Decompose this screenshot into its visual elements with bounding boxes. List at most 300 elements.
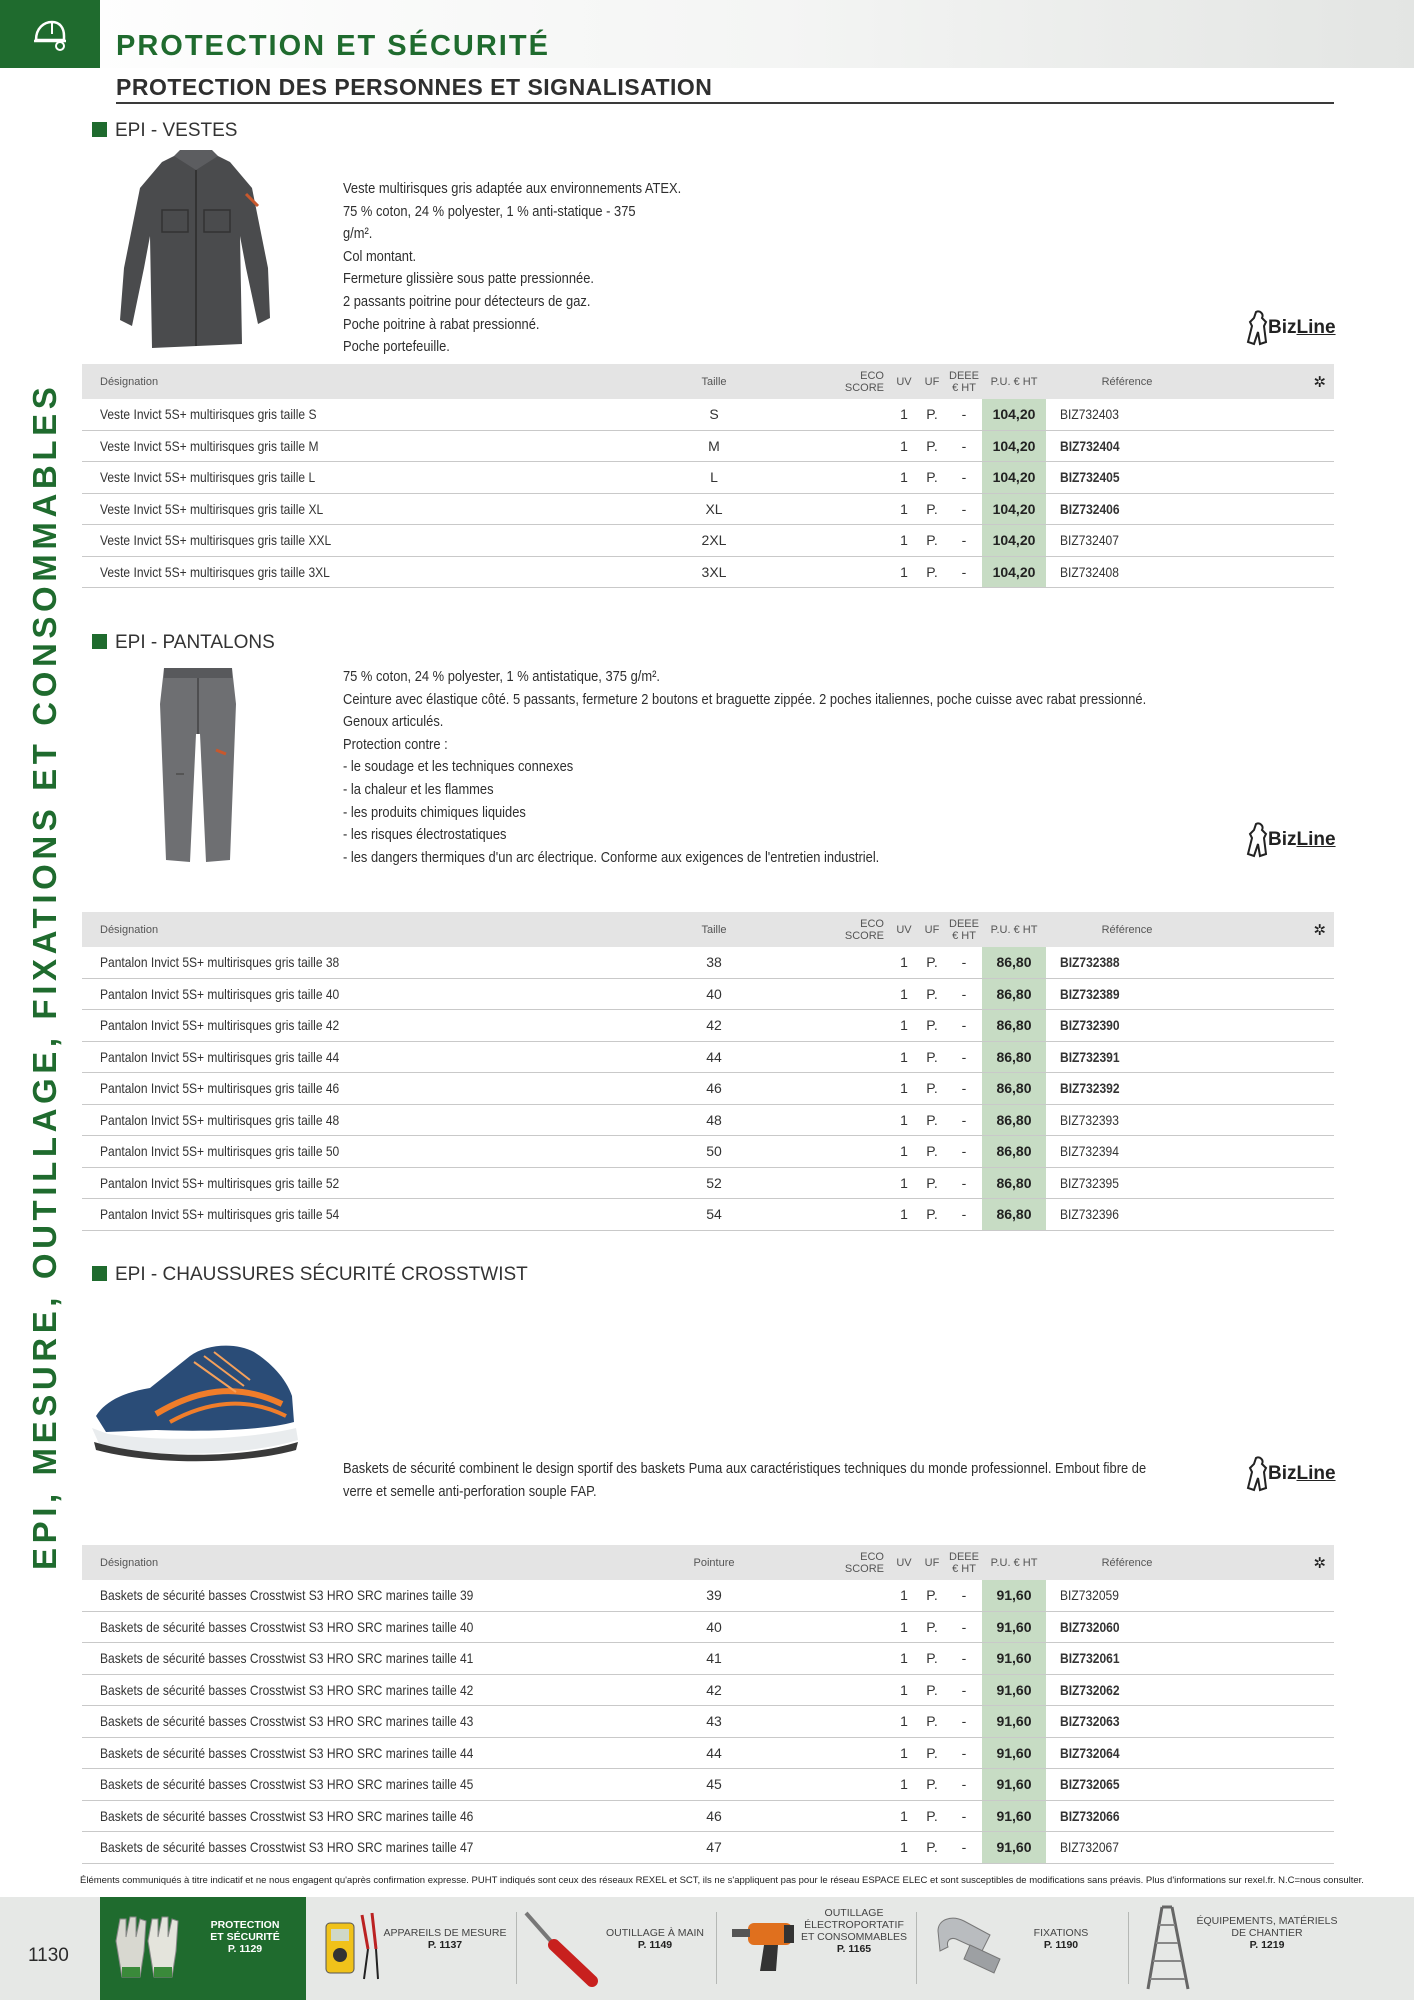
cell-deee: - <box>946 1167 982 1199</box>
cell-designation: Pantalon Invict 5S+ multirisques gris taille 44 <box>82 1041 630 1073</box>
cell-size: 42 <box>630 1674 798 1706</box>
cell-price: 91,60 <box>982 1611 1046 1643</box>
col-reference: Référence <box>1046 1545 1208 1580</box>
cell-uv: 1 <box>890 430 918 462</box>
col-deee: DEEE € HT <box>946 912 982 947</box>
cell-designation: Pantalon Invict 5S+ multirisques gris taille 54 <box>82 1199 630 1231</box>
cell-designation: Pantalon Invict 5S+ multirisques gris taille 48 <box>82 1104 630 1136</box>
cell-deee: - <box>946 1611 982 1643</box>
cell-price: 91,60 <box>982 1580 1046 1611</box>
cell-deee: - <box>946 1073 982 1105</box>
cell-price: 86,80 <box>982 1073 1046 1105</box>
col-designation: Désignation <box>82 1545 630 1580</box>
vestes-section-title: EPI - VESTES <box>92 120 237 142</box>
cell-eco-score <box>798 1136 890 1168</box>
col-reference: Référence <box>1046 912 1208 947</box>
table-header-row <box>82 912 1334 947</box>
col-eco-score: ECO SCORE <box>798 1545 890 1580</box>
cell-eco-score <box>798 1104 890 1136</box>
cell-uf: P. <box>918 1769 946 1801</box>
chaussures-rows <box>82 1580 1334 1863</box>
col-uv: UV <box>890 912 918 947</box>
col-eco-score: ECO SCORE <box>798 912 890 947</box>
cell-reference: BIZ732408 <box>1046 556 1208 588</box>
table-row <box>82 978 1334 1010</box>
table-row <box>82 1706 1334 1738</box>
table-row <box>82 1611 1334 1643</box>
cell-uv: 1 <box>890 1104 918 1136</box>
cell-reference: BIZ732391 <box>1046 1041 1208 1073</box>
col-price: P.U. € HT <box>982 364 1046 399</box>
cell-empty <box>1208 1769 1334 1801</box>
cell-size: 44 <box>630 1041 798 1073</box>
cell-price: 86,80 <box>982 947 1046 978</box>
cell-size: 48 <box>630 1104 798 1136</box>
cell-deee: - <box>946 399 982 430</box>
cell-reference: BIZ732396 <box>1046 1199 1208 1231</box>
cell-deee: - <box>946 462 982 494</box>
cell-uf: P. <box>918 493 946 525</box>
cell-deee: - <box>946 430 982 462</box>
cell-uf: P. <box>918 947 946 978</box>
col-deee: DEEE € HT <box>946 1545 982 1580</box>
cell-size: 3XL <box>630 556 798 588</box>
cell-uv: 1 <box>890 525 918 557</box>
cell-eco-score <box>798 430 890 462</box>
cell-deee: - <box>946 1104 982 1136</box>
cell-reference: BIZ732403 <box>1046 399 1208 430</box>
bizline-logo: BizLine <box>1246 308 1336 348</box>
cell-eco-score <box>798 1041 890 1073</box>
cell-uv: 1 <box>890 1199 918 1231</box>
cell-uf: P. <box>918 462 946 494</box>
table-row <box>82 1199 1334 1231</box>
cell-reference: BIZ732406 <box>1046 493 1208 525</box>
cell-price: 86,80 <box>982 1041 1046 1073</box>
cell-size: 54 <box>630 1199 798 1231</box>
cell-uv: 1 <box>890 399 918 430</box>
cell-deee: - <box>946 1643 982 1675</box>
cell-eco-score <box>798 399 890 430</box>
section-square-icon <box>92 1266 107 1281</box>
bizline-mascot-icon <box>1246 1454 1270 1494</box>
cell-price: 91,60 <box>982 1737 1046 1769</box>
table-row <box>82 947 1334 978</box>
cell-deee: - <box>946 556 982 588</box>
footer-separator <box>716 1912 717 1984</box>
col-eco-score: ECO SCORE <box>798 364 890 399</box>
subtitle-rule <box>116 102 1334 104</box>
cell-uf: P. <box>918 399 946 430</box>
cell-size: XL <box>630 493 798 525</box>
cell-reference: BIZ732407 <box>1046 525 1208 557</box>
cell-price: 86,80 <box>982 1010 1046 1042</box>
trousers-image <box>156 664 240 868</box>
cell-eco-score <box>798 1167 890 1199</box>
cell-empty <box>1208 430 1334 462</box>
cell-price: 91,60 <box>982 1800 1046 1832</box>
cell-uf: P. <box>918 1611 946 1643</box>
cell-reference: BIZ732389 <box>1046 978 1208 1010</box>
cell-uv: 1 <box>890 462 918 494</box>
cell-eco-score <box>798 1611 890 1643</box>
cell-price: 104,20 <box>982 525 1046 557</box>
cell-size: S <box>630 399 798 430</box>
cell-reference: BIZ732063 <box>1046 1706 1208 1738</box>
cell-uf: P. <box>918 1041 946 1073</box>
cell-uf: P. <box>918 978 946 1010</box>
cell-price: 91,60 <box>982 1769 1046 1801</box>
cell-designation: Veste Invict 5S+ multirisques gris taille L <box>82 462 630 494</box>
pantalons-section-title: EPI - PANTALONS <box>92 632 275 654</box>
footer-link-outillage-electroportatif[interactable]: OUTILLAGE ÉLECTROPORTATIF ET CONSOMMABLES P. 1165 <box>718 1897 914 2000</box>
chaussures-description: Baskets de sécurité combinent le design sportif des baskets Puma aux caractéristiques techniques du monde professionnel. Embout fibre de verre et semelle anti-perforation souple FAP. <box>343 1460 1147 1500</box>
footer-separator <box>1128 1912 1129 1984</box>
cell-uv: 1 <box>890 1832 918 1864</box>
cell-price: 91,60 <box>982 1706 1046 1738</box>
ladder-icon <box>1144 1903 1194 1993</box>
cell-uf: P. <box>918 1706 946 1738</box>
cell-size: 42 <box>630 1010 798 1042</box>
table-row <box>82 1674 1334 1706</box>
cell-eco-score <box>798 1010 890 1042</box>
cell-size: 46 <box>630 1073 798 1105</box>
cell-designation: Pantalon Invict 5S+ multirisques gris taille 38 <box>82 947 630 978</box>
cell-uv: 1 <box>890 1706 918 1738</box>
cell-uf: P. <box>918 1073 946 1105</box>
col-taille: Taille <box>630 912 798 947</box>
vestes-description: Veste multirisques gris adaptée aux environnements ATEX. 75 % coton, 24 % polyester, 1 % anti-statique - 375 g/m². Col montant. Fermeture glissière sous patte pressionnée. 2 passants poitrine pour détecteurs de gaz. Poche poitrine à rabat pressionné. Poche portefeuille. <box>343 180 682 356</box>
cell-size: 52 <box>630 1167 798 1199</box>
gear-icon: ✲ <box>1313 921 1326 939</box>
cell-price: 86,80 <box>982 1199 1046 1231</box>
cell-deee: - <box>946 1136 982 1168</box>
cell-eco-score <box>798 493 890 525</box>
cell-deee: - <box>946 1674 982 1706</box>
cell-empty <box>1208 1674 1334 1706</box>
bizline-mascot-icon <box>1246 308 1270 348</box>
cell-price: 104,20 <box>982 430 1046 462</box>
col-uv: UV <box>890 1545 918 1580</box>
cell-eco-score <box>798 1643 890 1675</box>
cell-empty <box>1208 1706 1334 1738</box>
cell-size: 50 <box>630 1136 798 1168</box>
cell-uf: P. <box>918 1832 946 1864</box>
cell-uf: P. <box>918 1167 946 1199</box>
cell-designation: Pantalon Invict 5S+ multirisques gris taille 42 <box>82 1010 630 1042</box>
cell-designation: Baskets de sécurité basses Crosstwist S3 HRO SRC marines taille 45 <box>82 1769 630 1801</box>
table-row <box>82 462 1334 494</box>
cell-empty <box>1208 462 1334 494</box>
pantalons-rows <box>82 947 1334 1230</box>
section-square-icon <box>92 634 107 649</box>
cell-price: 86,80 <box>982 1104 1046 1136</box>
cell-uv: 1 <box>890 978 918 1010</box>
cell-price: 91,60 <box>982 1674 1046 1706</box>
cell-uf: P. <box>918 1643 946 1675</box>
table-row <box>82 1073 1334 1105</box>
cell-reference: BIZ732065 <box>1046 1769 1208 1801</box>
cell-deee: - <box>946 1706 982 1738</box>
cell-size: 47 <box>630 1832 798 1864</box>
table-row <box>82 1737 1334 1769</box>
cell-empty <box>1208 1832 1334 1864</box>
page-subtitle: PROTECTION DES PERSONNES ET SIGNALISATION <box>116 74 713 100</box>
cell-reference: BIZ732064 <box>1046 1737 1208 1769</box>
cell-designation: Baskets de sécurité basses Crosstwist S3 HRO SRC marines taille 43 <box>82 1706 630 1738</box>
col-uv: UV <box>890 364 918 399</box>
cell-size: 43 <box>630 1706 798 1738</box>
table-row <box>82 1580 1334 1611</box>
cell-reference: BIZ732393 <box>1046 1104 1208 1136</box>
cell-empty <box>1208 556 1334 588</box>
footer-link-equipements[interactable]: ÉQUIPEMENTS, MATÉRIELS DE CHANTIER P. 1219 <box>1130 1897 1350 2000</box>
table-row <box>82 1643 1334 1675</box>
cell-designation: Baskets de sécurité basses Crosstwist S3 HRO SRC marines taille 39 <box>82 1580 630 1611</box>
cell-deee: - <box>946 525 982 557</box>
cell-price: 86,80 <box>982 1167 1046 1199</box>
cell-price: 104,20 <box>982 556 1046 588</box>
footer-link-outillage-main[interactable]: OUTILLAGE À MAIN P. 1149 <box>518 1897 714 2000</box>
cell-uf: P. <box>918 1674 946 1706</box>
cell-eco-score <box>798 1832 890 1864</box>
cell-designation: Veste Invict 5S+ multirisques gris taille XL <box>82 493 630 525</box>
cell-deee: - <box>946 978 982 1010</box>
cell-eco-score <box>798 1674 890 1706</box>
cell-designation: Pantalon Invict 5S+ multirisques gris taille 50 <box>82 1136 630 1168</box>
cell-designation: Pantalon Invict 5S+ multirisques gris taille 52 <box>82 1167 630 1199</box>
cell-uf: P. <box>918 1136 946 1168</box>
cell-reference: BIZ732066 <box>1046 1800 1208 1832</box>
cell-eco-score <box>798 1073 890 1105</box>
cell-empty <box>1208 1611 1334 1643</box>
table-row <box>82 1010 1334 1042</box>
cell-reference: BIZ732404 <box>1046 430 1208 462</box>
cell-empty <box>1208 1136 1334 1168</box>
cell-eco-score <box>798 462 890 494</box>
cell-designation: Baskets de sécurité basses Crosstwist S3 HRO SRC marines taille 46 <box>82 1800 630 1832</box>
cell-deee: - <box>946 947 982 978</box>
table-row <box>82 1167 1334 1199</box>
clamp-icon <box>930 1911 1012 1981</box>
footer-link-appareils-mesure[interactable]: APPAREILS DE MESURE P. 1137 <box>318 1897 516 2000</box>
cell-price: 91,60 <box>982 1832 1046 1864</box>
cell-eco-score <box>798 1800 890 1832</box>
cell-empty <box>1208 493 1334 525</box>
table-row <box>82 1769 1334 1801</box>
cell-uv: 1 <box>890 1580 918 1611</box>
footer-separator <box>916 1912 917 1984</box>
cell-designation: Baskets de sécurité basses Crosstwist S3 HRO SRC marines taille 41 <box>82 1643 630 1675</box>
cell-designation: Baskets de sécurité basses Crosstwist S3 HRO SRC marines taille 47 <box>82 1832 630 1864</box>
cell-uf: P. <box>918 525 946 557</box>
cell-uv: 1 <box>890 1073 918 1105</box>
cell-deee: - <box>946 1041 982 1073</box>
cell-uv: 1 <box>890 1769 918 1801</box>
cell-designation: Veste Invict 5S+ multirisques gris taille M <box>82 430 630 462</box>
table-header-row <box>82 1545 1334 1580</box>
cell-size: 41 <box>630 1643 798 1675</box>
col-uf: UF <box>918 1545 946 1580</box>
cell-deee: - <box>946 1737 982 1769</box>
cell-uf: P. <box>918 1104 946 1136</box>
cell-size: 44 <box>630 1737 798 1769</box>
cell-uv: 1 <box>890 947 918 978</box>
cell-uv: 1 <box>890 1041 918 1073</box>
screwdriver-icon <box>520 1907 602 1987</box>
col-reference: Référence <box>1046 364 1208 399</box>
cell-empty <box>1208 1580 1334 1611</box>
cell-eco-score <box>798 978 890 1010</box>
cell-uv: 1 <box>890 1800 918 1832</box>
multimeter-icon <box>322 1909 382 1983</box>
cell-reference: BIZ732395 <box>1046 1167 1208 1199</box>
cell-empty <box>1208 1643 1334 1675</box>
cell-eco-score <box>798 1580 890 1611</box>
footnote: Éléments communiqués à titre indicatif et ne nous engagent qu'après confirmation expresse. PUHT indiqués sont ceux des réseaux REXEL et SCT, ils ne s'appliquent pas pour le réseau ESPACE ELEC et sont susceptibles de modifications sans préavis. Plus d'informations sur rexel.fr. N.C=nous consulter. <box>80 1875 1364 1886</box>
cell-price: 86,80 <box>982 1136 1046 1168</box>
cell-empty <box>1208 525 1334 557</box>
cell-size: 45 <box>630 1769 798 1801</box>
gloves-icon <box>110 1911 184 1983</box>
pantalons-description: 75 % coton, 24 % polyester, 1 % antistatique, 375 g/m². Ceinture avec élastique côté. 5 passants, fermeture 2 boutons et braguette zippée. 2 poches italiennes, poche cuisse avec rabat pressionné. Genoux articulés. Protection contre : - le soudage et les techniques connexes - la chaleur et les flammes - les produits chimiques liquides - les risques électrostatiques - les dangers thermiques d'un arc électrique. Conforme aux exigences de l'entretien industriel. <box>343 668 1147 866</box>
cell-eco-score <box>798 1737 890 1769</box>
gear-icon: ✲ <box>1313 373 1326 391</box>
cell-price: 91,60 <box>982 1643 1046 1675</box>
cell-eco-score <box>798 525 890 557</box>
cell-size: 38 <box>630 947 798 978</box>
cell-size: 39 <box>630 1580 798 1611</box>
category-corner <box>0 0 100 68</box>
cell-reference: BIZ732061 <box>1046 1643 1208 1675</box>
cell-designation: Veste Invict 5S+ multirisques gris taille 3XL <box>82 556 630 588</box>
table-row <box>82 556 1334 588</box>
gear-icon: ✲ <box>1313 1554 1326 1572</box>
cell-uf: P. <box>918 1199 946 1231</box>
cell-deee: - <box>946 1199 982 1231</box>
col-designation: Désignation <box>82 912 630 947</box>
col-taille: Taille <box>630 364 798 399</box>
drill-icon <box>730 1917 802 1977</box>
cell-uf: P. <box>918 1737 946 1769</box>
table-row <box>82 525 1334 557</box>
cell-reference: BIZ732388 <box>1046 947 1208 978</box>
col-settings <box>1208 364 1334 399</box>
cell-empty <box>1208 978 1334 1010</box>
cell-eco-score <box>798 1769 890 1801</box>
cell-empty <box>1208 1199 1334 1231</box>
cell-size: M <box>630 430 798 462</box>
table-row <box>82 430 1334 462</box>
cell-empty <box>1208 1737 1334 1769</box>
table-row <box>82 1041 1334 1073</box>
cell-price: 104,20 <box>982 399 1046 430</box>
col-deee: DEEE € HT <box>946 364 982 399</box>
cell-uf: P. <box>918 1010 946 1042</box>
cell-price: 104,20 <box>982 493 1046 525</box>
table-row <box>82 399 1334 430</box>
cell-uv: 1 <box>890 493 918 525</box>
cell-deee: - <box>946 1800 982 1832</box>
jacket-image <box>112 148 280 358</box>
table-row <box>82 493 1334 525</box>
col-uf: UF <box>918 364 946 399</box>
side-category-title: EPI, MESURE, OUTILLAGE, FIXATIONS ET CONSOMMABLES <box>26 382 63 1570</box>
cell-designation: Baskets de sécurité basses Crosstwist S3 HRO SRC marines taille 40 <box>82 1611 630 1643</box>
cell-empty <box>1208 1073 1334 1105</box>
cell-reference: BIZ732405 <box>1046 462 1208 494</box>
table-row <box>82 1832 1334 1864</box>
cell-empty <box>1208 947 1334 978</box>
cell-reference: BIZ732060 <box>1046 1611 1208 1643</box>
cell-uv: 1 <box>890 1136 918 1168</box>
cell-reference: BIZ732062 <box>1046 1674 1208 1706</box>
cell-designation: Pantalon Invict 5S+ multirisques gris taille 40 <box>82 978 630 1010</box>
section-square-icon <box>92 122 107 137</box>
cell-empty <box>1208 1800 1334 1832</box>
cell-designation: Baskets de sécurité basses Crosstwist S3 HRO SRC marines taille 42 <box>82 1674 630 1706</box>
col-settings <box>1208 1545 1334 1580</box>
cell-deee: - <box>946 1010 982 1042</box>
cell-size: L <box>630 462 798 494</box>
cell-deee: - <box>946 1832 982 1864</box>
cell-eco-score <box>798 1199 890 1231</box>
cell-reference: BIZ732059 <box>1046 1580 1208 1611</box>
footer-separator <box>516 1912 517 1984</box>
chaussures-section-title: EPI - CHAUSSURES SÉCURITÉ CROSSTWIST <box>92 1264 528 1286</box>
cell-uv: 1 <box>890 1010 918 1042</box>
cell-designation: Baskets de sécurité basses Crosstwist S3 HRO SRC marines taille 44 <box>82 1737 630 1769</box>
cell-empty <box>1208 1167 1334 1199</box>
cell-deee: - <box>946 1769 982 1801</box>
col-settings <box>1208 912 1334 947</box>
bizline-logo: BizLine <box>1246 820 1336 860</box>
cell-designation: Veste Invict 5S+ multirisques gris taille S <box>82 399 630 430</box>
cell-price: 104,20 <box>982 462 1046 494</box>
bizline-logo: BizLine <box>1246 1454 1336 1494</box>
footer-link-fixations[interactable]: FIXATIONS P. 1190 <box>918 1897 1126 2000</box>
cell-uf: P. <box>918 430 946 462</box>
cell-eco-score <box>798 1706 890 1738</box>
cell-empty <box>1208 1041 1334 1073</box>
cell-designation: Pantalon Invict 5S+ multirisques gris taille 46 <box>82 1073 630 1105</box>
col-price: P.U. € HT <box>982 912 1046 947</box>
pantalons-table <box>82 912 1334 1231</box>
cell-uv: 1 <box>890 1674 918 1706</box>
table-row <box>82 1800 1334 1832</box>
cell-empty <box>1208 1104 1334 1136</box>
cell-empty <box>1208 1010 1334 1042</box>
cell-reference: BIZ732067 <box>1046 1832 1208 1864</box>
cell-eco-score <box>798 947 890 978</box>
table-row <box>82 1104 1334 1136</box>
cell-uv: 1 <box>890 1611 918 1643</box>
cell-size: 46 <box>630 1800 798 1832</box>
col-designation: Désignation <box>82 364 630 399</box>
cell-reference: BIZ732394 <box>1046 1136 1208 1168</box>
table-row <box>82 1136 1334 1168</box>
safety-helmet-icon <box>30 14 70 54</box>
cell-uv: 1 <box>890 1737 918 1769</box>
cell-eco-score <box>798 556 890 588</box>
section-title: PROTECTION ET SÉCURITÉ <box>116 30 550 62</box>
cell-uf: P. <box>918 1800 946 1832</box>
vestes-rows <box>82 399 1334 588</box>
footer-link-protection[interactable]: PROTECTION ET SÉCURITÉ P. 1129 <box>100 1897 306 2000</box>
cell-price: 86,80 <box>982 978 1046 1010</box>
cell-size: 2XL <box>630 525 798 557</box>
table-header-row <box>82 364 1334 399</box>
